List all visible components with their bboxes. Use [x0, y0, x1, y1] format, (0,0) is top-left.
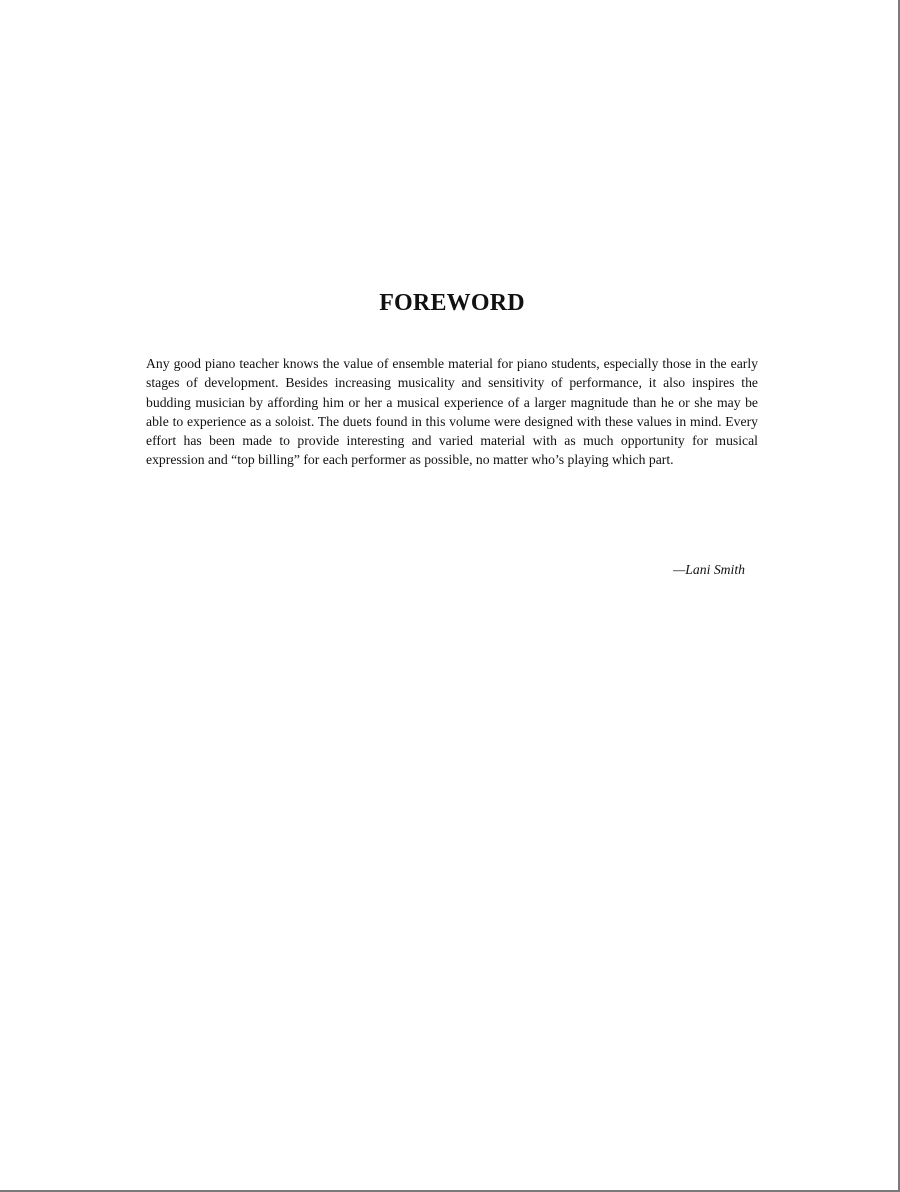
author-signature: —Lani Smith: [673, 562, 745, 577]
foreword-paragraph: Any good piano teacher knows the value of ensemble material for piano students, especially those in the early stages of development. Besides increasing musicality and sensitivity of performance, it also inspires the budding musician by affording him or her a musical experience of a larger magnitude than he or she may be able to experience as a soloist. The duets found in this volume were designed with these values in mind. Every effort has been made to provide interesting and varied material with as much opportunity for musical expression and “top billing” for each performer as possible, no matter who’s playing which part.: [146, 356, 758, 468]
page-title: FOREWORD: [379, 290, 525, 316]
